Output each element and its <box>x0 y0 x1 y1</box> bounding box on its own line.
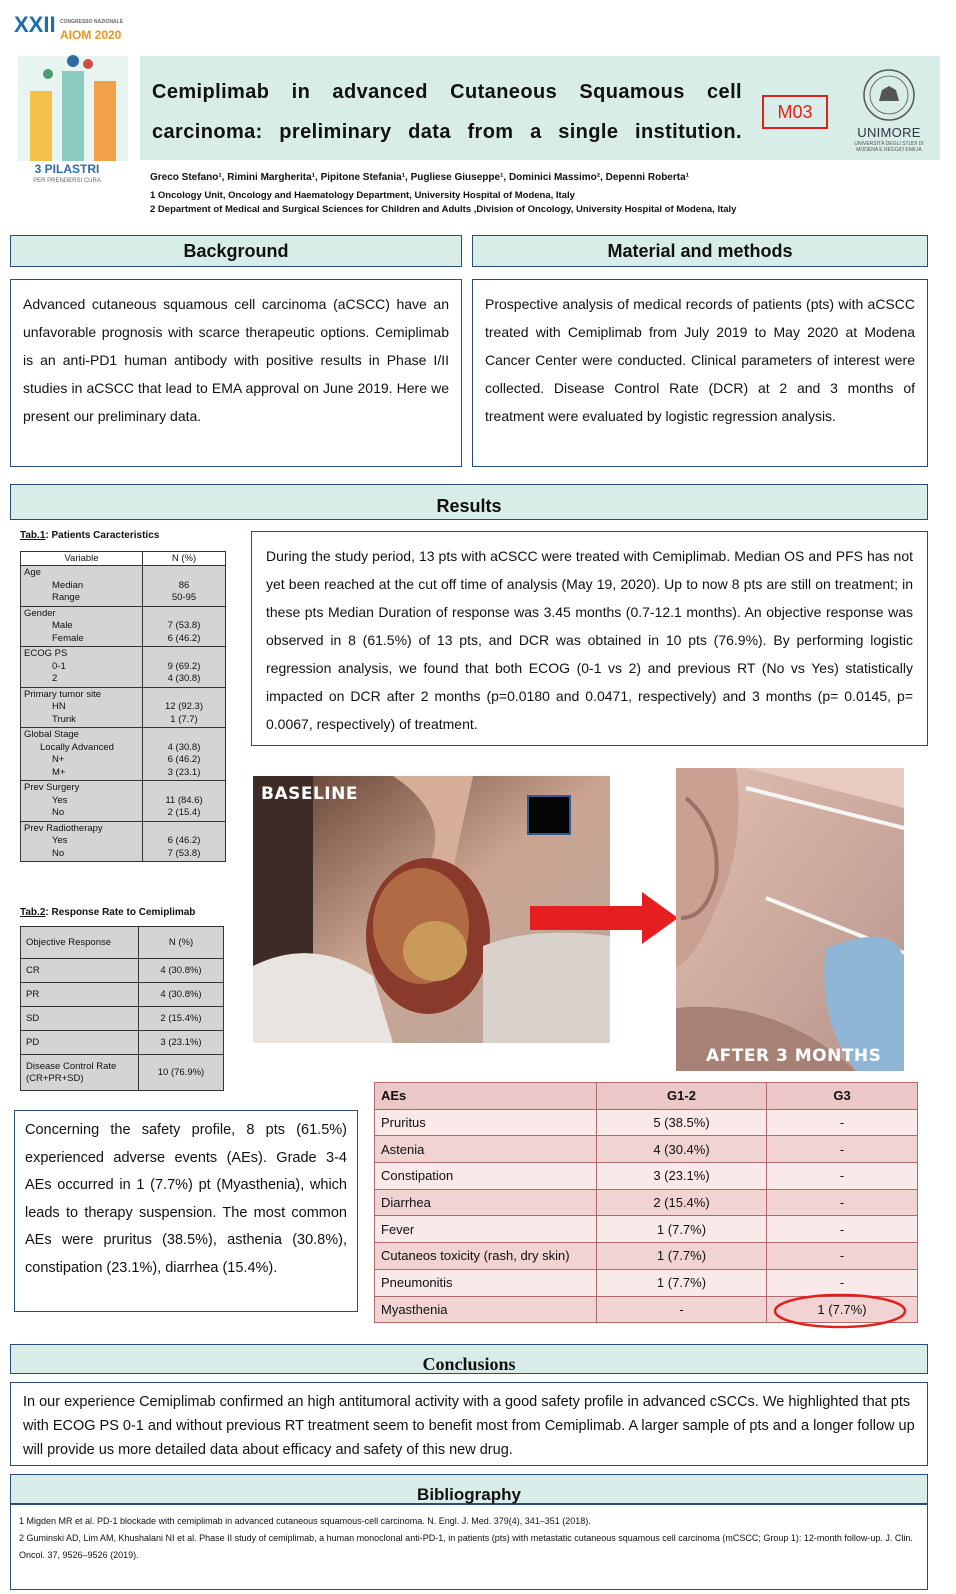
tab2-response-cell: Disease Control Rate (CR+PR+SD) <box>21 1055 139 1091</box>
unimore-sub: UNIVERSITÀ DEGLI STUDI DI MODENA E REGGIO EMILIA <box>854 141 924 153</box>
table-row <box>375 1243 918 1270</box>
table-row <box>21 1055 224 1091</box>
tab2-n-cell: 4 (30.8%) <box>139 983 224 1007</box>
ae-header-cell: AEs <box>375 1083 597 1110</box>
logo-edition: XXII <box>14 12 56 37</box>
ae-g12-cell: 1 (7.7%) <box>597 1269 767 1296</box>
tab1-row-label: Trunk <box>52 713 76 725</box>
table-header-row <box>375 1083 918 1110</box>
ae-g3-cell: - <box>767 1189 918 1216</box>
table-row <box>21 687 226 728</box>
ae-g3-cell: - <box>767 1136 918 1163</box>
table-row <box>375 1163 918 1190</box>
results-text: During the study period, 13 pts with aCSCC were treated with Cemiplimab. Median OS and PFS has not yet been reached at the cut off time of analysis (May 19, 2020). Up to now 8 pts are still on treatment; in these pts Median Duration of response was 3.45 months (0.7-12.1 months). An objective response was observed in 8 (61.5%) of 13 pts, and DCR was obtained in 10 pts (76.9%). By performing logistic regression analysis, we found that both ECOG (0-1 vs 2) and previous RT (No vs Yes) statistically impacted on DCR after 2 months (p=0.0180 and 0.0471, respectively) and 3 months (p= 0.0145, p= 0.0067, respectively) of treatment. <box>266 548 913 732</box>
results-text-box <box>251 531 928 746</box>
after-photo-image <box>676 768 904 1071</box>
tab1-spacer <box>146 823 222 836</box>
tab1-row-label: HN <box>52 701 66 712</box>
tab1-row-value: 11 (84.6) <box>165 794 203 806</box>
tab2-col-response: Objective Response <box>21 927 139 959</box>
tab1-group-cell <box>21 728 143 781</box>
tab2-caption-prefix: Tab.2 <box>20 907 46 918</box>
tab1-row-value: 1 (7.7) <box>170 713 198 725</box>
ae-g3-cell: - <box>767 1109 918 1136</box>
tab2-n-cell: 10 (76.9%) <box>139 1055 224 1091</box>
methods-box <box>472 279 928 467</box>
conclusions-box <box>10 1382 928 1466</box>
ae-g12-cell: 2 (15.4%) <box>597 1189 767 1216</box>
tab1-values-cell <box>143 821 226 862</box>
tab1-row-value: 7 (53.8) <box>167 620 201 631</box>
tab1-row-value: 50-95 <box>171 592 197 603</box>
background-heading: Background <box>10 235 462 267</box>
tab1-group-title: Prev Surgery <box>24 782 80 793</box>
ae-name-cell: Astenia <box>375 1136 597 1163</box>
table-row <box>21 606 226 647</box>
tab1-row-value: 6 (46.2) <box>167 835 201 846</box>
poster-title: Cemiplimab in advanced Cutaneous Squamous cell carcinoma: preliminary data from a single institution. <box>152 81 742 143</box>
tab1-row-label: 2 <box>52 673 58 684</box>
tab1-group-title: Global Stage <box>24 729 79 740</box>
table-row <box>375 1136 918 1163</box>
red-arrow-icon <box>530 892 680 944</box>
table-row <box>375 1216 918 1243</box>
adverse-events-table <box>374 1082 918 1323</box>
ae-header-cell: G1-2 <box>597 1083 767 1110</box>
response-rate-table <box>20 926 224 1091</box>
table-row <box>21 781 226 822</box>
tab1-spacer <box>146 689 222 702</box>
tab1-spacer <box>146 782 222 795</box>
ae-name-cell: Fever <box>375 1216 597 1243</box>
author-list: Greco Stefano¹, Rimini Margherita¹, Pipitone Stefania¹, Pugliese Giuseppe¹, Dominici Massimo², Depenni Roberta¹ <box>150 172 689 183</box>
tab1-row-value: 6 (46.2) <box>167 632 201 644</box>
logo-tagline-sub: PER PRENDERSI CURA <box>33 178 101 184</box>
tab1-row-value: 7 (53.8) <box>167 847 201 859</box>
ae-g12-cell: 1 (7.7%) <box>597 1243 767 1270</box>
ae-header-cell: G3 <box>767 1083 918 1110</box>
table-row <box>21 927 224 959</box>
tab1-group-cell <box>21 687 143 728</box>
tab1-row-label: Locally Advanced <box>40 741 114 753</box>
table-row <box>375 1109 918 1136</box>
tab1-spacer <box>146 608 222 621</box>
tab2-body <box>21 927 224 1091</box>
tab1-values-cell <box>143 687 226 728</box>
conclusions-heading: Conclusions <box>10 1344 928 1374</box>
tab1-row-label: Male <box>52 620 73 631</box>
logo-brand <box>60 16 123 42</box>
unimore-logo <box>846 68 932 158</box>
ae-name-cell: Diarrhea <box>375 1189 597 1216</box>
tab1-row-label: No <box>52 847 65 859</box>
after-photo <box>676 768 904 1071</box>
table-row <box>21 1007 224 1031</box>
ae-g12-cell: 4 (30.4%) <box>597 1136 767 1163</box>
tab1-row-value: 9 (69.2) <box>167 660 201 672</box>
tab1-row-label: 0-1 <box>52 660 66 672</box>
tab1-row-label: No <box>52 807 65 818</box>
tab1-row-label: M+ <box>52 766 66 778</box>
tab1-group-cell <box>21 647 143 688</box>
logo-tagline: 3 PILASTRI <box>34 162 100 176</box>
tab1-body <box>21 566 226 862</box>
bibliography-box <box>10 1504 928 1590</box>
patient-characteristics-table <box>20 551 226 862</box>
tab1-values-cell <box>143 647 226 688</box>
tab2-n-cell: 4 (30.8%) <box>139 959 224 983</box>
tab2-caption <box>20 907 195 918</box>
tab1-row-value: 86 <box>178 579 190 591</box>
tab1-row-label: Yes <box>52 835 68 846</box>
ae-name-cell: Pruritus <box>375 1109 597 1136</box>
tab1-caption-text: : Patients Caracteristics <box>45 530 160 541</box>
unimore-name: UNIMORE <box>857 125 921 140</box>
tab1-group-title: Primary tumor site <box>24 688 102 700</box>
tab1-values-cell <box>143 606 226 647</box>
tab1-group-title: ECOG PS <box>24 648 68 659</box>
affiliation-1: 1 Oncology Unit, Oncology and Haematology Department, University Hospital of Modena, Italy <box>150 190 575 201</box>
reference-1: 1 Migden MR et al. PD-1 blockade with cemiplimab in advanced cutaneous squamous-cell carcinoma. N. Engl. J. Med. 379(4), 341–351 (2018). <box>19 1516 591 1526</box>
affiliation-2: 2 Department of Medical and Surgical Sciences for Children and Adults ,Division of Oncology, University Hospital of Modena, Italy <box>150 204 737 215</box>
tab1-group-title: Gender <box>24 607 56 619</box>
table-row <box>21 1031 224 1055</box>
tab1-row-value: 2 (15.4) <box>167 807 201 818</box>
table-row <box>375 1189 918 1216</box>
ae-name-cell: Pneumonitis <box>375 1269 597 1296</box>
methods-heading: Material and methods <box>472 235 928 267</box>
ae-g3-cell: 1 (7.7%) <box>767 1296 918 1323</box>
ae-g3-cell: - <box>767 1163 918 1190</box>
tab2-n-cell: 3 (23.1%) <box>139 1031 224 1055</box>
tab1-caption-prefix: Tab.1 <box>20 530 46 541</box>
tab1-group-cell <box>21 566 143 607</box>
ae-g12-cell: 3 (23.1%) <box>597 1163 767 1190</box>
tab1-values-cell <box>143 728 226 781</box>
conclusions-text: In our experience Cemiplimab confirmed an high antitumoral activity with a good safety profile in advanced cSCCs. We highlighted that pts with ECOG PS 0-1 and without previous RT treatment seem to benefit most from Cemiplimab. A larger sample of pts and a longer follow up will provide us more detailed data about efficacy and safety of this new drug. <box>23 1394 915 1458</box>
tab1-spacer <box>146 648 222 661</box>
bibliography-heading: Bibliography <box>10 1474 928 1504</box>
after-label: AFTER 3 MONTHS <box>706 1046 882 1066</box>
tab2-response-cell: PR <box>21 983 139 1007</box>
table-row <box>21 983 224 1007</box>
tab1-row-value: 4 (30.8) <box>167 741 201 753</box>
table-row <box>21 728 226 781</box>
ae-table-body <box>375 1083 918 1323</box>
tab1-caption <box>20 530 159 541</box>
results-heading: Results <box>10 484 928 520</box>
poster-code-badge: M03 <box>762 95 828 129</box>
ae-g12-cell: 5 (38.5%) <box>597 1109 767 1136</box>
safety-text: Concerning the safety profile, 8 pts (61.5%) experienced adverse events (AEs). Grade 3-4 AEs occurred in 1 (7.7%) pt (Myasthenia), which leads to therapy suspension. The most common AEs were pruritus (38.5%), asthenia (30.8%), constipation (23.1%), diarrhea (15.4%). <box>25 1122 347 1276</box>
tab1-group-cell <box>21 606 143 647</box>
logo-brand-text: AIOM 2020 <box>60 28 122 42</box>
tab1-row-label: Median <box>52 579 84 591</box>
tab2-response-cell: CR <box>21 959 139 983</box>
highlight-ellipse-icon <box>772 1292 908 1330</box>
tab1-row-value: 3 (23.1) <box>167 766 201 778</box>
ae-name-cell: Myasthenia <box>375 1296 597 1323</box>
tab1-row-label: Range <box>52 592 80 603</box>
background-box <box>10 279 462 467</box>
tab1-values-cell <box>143 566 226 607</box>
ae-g12-cell: 1 (7.7%) <box>597 1216 767 1243</box>
tab2-caption-text: : Response Rate to Cemiplimab <box>45 907 196 918</box>
tab2-n-cell: 2 (15.4%) <box>139 1007 224 1031</box>
table-row <box>21 821 226 862</box>
pillars-illustration <box>18 46 128 161</box>
tab1-values-cell <box>143 781 226 822</box>
baseline-label: BASELINE <box>261 784 358 804</box>
tab1-group-cell <box>21 781 143 822</box>
table-row <box>21 566 226 607</box>
table-row <box>21 959 224 983</box>
tab1-spacer <box>146 729 222 742</box>
safety-box <box>14 1110 358 1312</box>
tab1-group-title: Age <box>24 567 41 578</box>
tab1-row-label: Yes <box>52 794 68 806</box>
tab1-row-label: Female <box>52 632 84 644</box>
ae-name-cell: Constipation <box>375 1163 597 1190</box>
ae-g3-cell: - <box>767 1243 918 1270</box>
ae-g12-cell: - <box>597 1296 767 1323</box>
methods-text: Prospective analysis of medical records of patients (pts) with aCSCC treated with Cemiplimab from July 2019 to May 2020 at Modena Cancer Center were conducted. Clinical parameters of interest were collected. Disease Control Rate (DCR) at 2 and 3 months of treatment were evaluated by logistic regression analysis. <box>485 296 915 424</box>
ae-g3-cell: - <box>767 1216 918 1243</box>
tab1-group-cell <box>21 821 143 862</box>
tab1-row-value: 12 (92.3) <box>164 701 204 712</box>
tab2-response-cell: SD <box>21 1007 139 1031</box>
tab2-col-n: N (%) <box>139 927 224 959</box>
tab1-spacer <box>146 567 222 580</box>
ae-name-cell: Cutaneos toxicity (rash, dry skin) <box>375 1243 597 1270</box>
background-text: Advanced cutaneous squamous cell carcinoma (aCSCC) have an unfavorable prognosis with scarce therapeutic options. Cemiplimab is an anti-PD1 human antibody with positive results in Phase I/II studies in aCSCC that lead to EMA approval on June 2019. Here we present our preliminary data. <box>23 296 449 424</box>
tab1-row-label: N+ <box>52 754 65 765</box>
tab1-group-title: Prev Radiotherapy <box>24 822 103 834</box>
ae-g3-cell: - <box>767 1269 918 1296</box>
logo-congress: CONGRESSO NAZIONALE <box>60 19 124 25</box>
tab1-col-n: N (%) <box>143 552 226 566</box>
university-seal-icon <box>862 68 916 122</box>
tab2-response-cell: PD <box>21 1031 139 1055</box>
table-row <box>21 647 226 688</box>
tab1-col-variable: Variable <box>21 552 143 566</box>
tab1-row-value: 6 (46.2) <box>167 754 201 765</box>
aiom-congress-logo <box>8 10 138 210</box>
tab1-row-value: 4 (30.8) <box>167 673 201 684</box>
reference-2: 2 Guminski AD, Lim AM, Khushalani NI et al. Phase II study of cemiplimab, a human monoclonal anti-PD-1, in patients (pts) with metastatic cutaneous squamous cell carcinoma (mCSCC; Group 1): 12-month follow-up. J. Clin. Oncol. 37, 9526–9526 (2019). <box>19 1533 913 1560</box>
